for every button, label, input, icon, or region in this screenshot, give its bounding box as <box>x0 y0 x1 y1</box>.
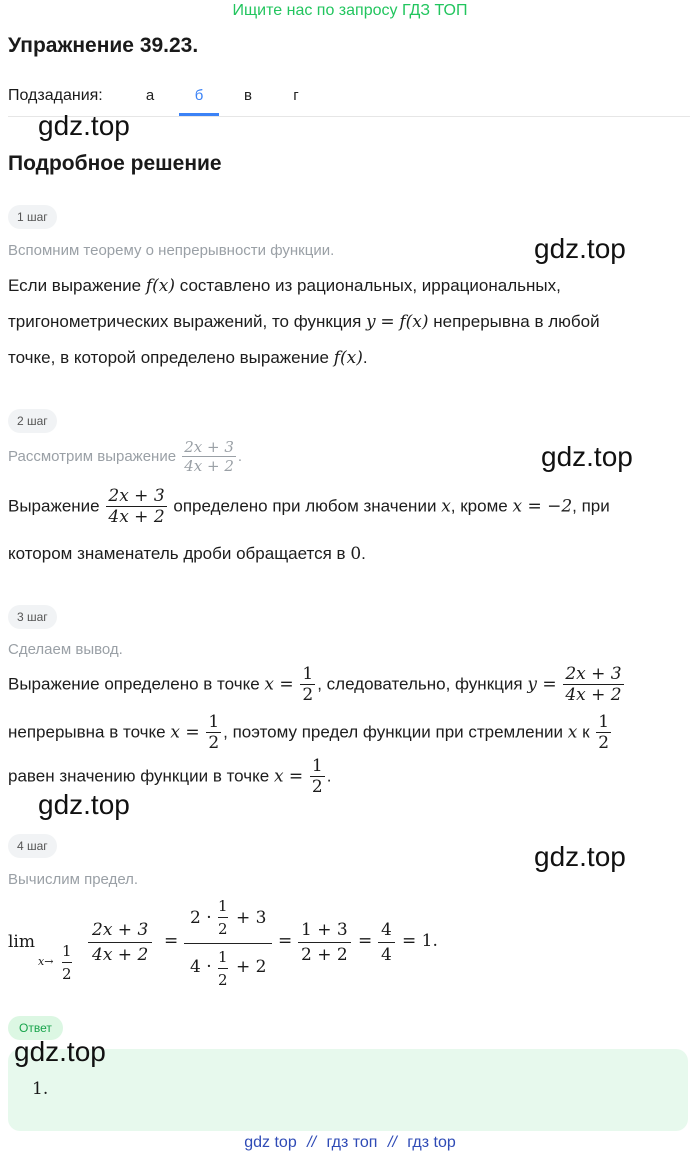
fraction <box>106 486 166 527</box>
tab-b[interactable]: б <box>194 87 204 104</box>
watermark: gdz.top <box>38 789 130 820</box>
math-expr: y = <box>527 674 557 695</box>
step-hint <box>8 438 242 475</box>
answer-value: 1. <box>32 1079 49 1099</box>
step-badge: 2 шаг <box>8 409 57 433</box>
step-hint: Вспомним теорему о непрерывности функции. <box>8 242 335 259</box>
numerator: 1 <box>218 897 228 915</box>
step-badge: 1 шаг <box>8 205 57 229</box>
section-title: Подробное решение <box>8 152 222 175</box>
numerator: 1 <box>302 664 314 684</box>
tab-v[interactable]: в <box>244 87 252 104</box>
numerator: 4 <box>381 920 392 940</box>
watermark: gdz.top <box>534 233 626 264</box>
numerator: 2x + 3 <box>184 438 234 456</box>
text-line <box>8 756 698 797</box>
numerator: 1 <box>62 942 72 960</box>
denominator: 2 + 2 <box>298 942 351 967</box>
text: 4 · <box>190 957 212 977</box>
text-line <box>8 664 698 705</box>
step-badge: 4 шаг <box>8 834 57 858</box>
text: + 3 <box>236 908 267 928</box>
equals: = <box>164 931 179 951</box>
active-tab-indicator <box>179 113 219 116</box>
text-line <box>8 712 698 753</box>
text-line <box>8 340 698 376</box>
text: равен значению функции в точке <box>8 766 270 786</box>
text: , поэтому предел функции при стремлении <box>223 722 563 742</box>
text: . <box>326 766 332 786</box>
denominator: 2 <box>302 685 314 705</box>
text: . <box>362 348 368 367</box>
math-zero: 0 <box>350 544 362 564</box>
fraction <box>300 664 315 705</box>
step-hint: Вычислим предел. <box>8 871 139 888</box>
text: Рассмотрим выражение <box>8 448 177 465</box>
math-fx: f(x) <box>333 348 363 368</box>
text: непрерывна в точке <box>8 722 166 742</box>
step-text <box>8 486 698 527</box>
text-line <box>8 268 698 304</box>
step-hint: Сделаем вывод. <box>8 641 123 658</box>
text: , при <box>572 496 610 516</box>
lim-subscript: x→ <box>38 955 54 968</box>
numerator: 1 <box>598 712 610 732</box>
math-expr: x = <box>264 674 294 695</box>
equals: = <box>278 931 293 951</box>
numerator: 1 + 3 <box>301 920 348 940</box>
denominator: 4x + 2 <box>88 942 152 967</box>
fraction <box>218 895 228 940</box>
math-x: x <box>441 496 451 517</box>
fraction <box>563 664 623 705</box>
text: определено при любом значении <box>173 496 437 516</box>
watermark: gdz.top <box>534 841 626 872</box>
footer-link[interactable]: гдз топ <box>326 1134 378 1151</box>
lim-word: lim <box>8 932 35 952</box>
footer-link[interactable]: гдз top <box>407 1134 456 1151</box>
text: тригонометрических выражений, то функция <box>8 312 362 331</box>
text-line <box>8 304 698 340</box>
text: . <box>237 448 243 465</box>
denominator: 2 <box>62 962 72 985</box>
result: = 1. <box>402 931 438 951</box>
math-eq: = <box>380 312 395 332</box>
denominator: 4 <box>378 942 395 967</box>
step-text <box>8 268 698 376</box>
footer-links <box>0 1134 700 1152</box>
separator: // <box>307 1134 317 1151</box>
numerator: 1 <box>208 712 220 732</box>
fraction <box>182 438 236 475</box>
exercise-title: Упражнение 39.23. <box>8 34 199 57</box>
text: + 2 <box>236 957 267 977</box>
denominator: 2 <box>311 777 323 797</box>
tab-a[interactable]: а <box>145 87 155 104</box>
equals: = <box>358 931 373 951</box>
search-banner[interactable]: Ищите нас по запросу ГДЗ ТОП <box>232 2 468 19</box>
math-fx: f(x) <box>399 312 429 332</box>
math-x: x <box>567 722 578 743</box>
subtasks-label: Подзадания: <box>8 87 103 104</box>
tab-g[interactable]: г <box>293 87 299 104</box>
fraction <box>218 946 228 991</box>
denominator: 4x + 2 <box>108 507 165 527</box>
fraction <box>298 918 351 967</box>
fraction-bar <box>184 943 272 944</box>
math-fx: f(x) <box>145 276 176 296</box>
text-line <box>8 536 366 572</box>
denominator: 2 <box>598 733 610 753</box>
footer-link[interactable]: gdz top <box>244 1134 297 1151</box>
text: Если выражение <box>8 276 142 295</box>
answer-box <box>8 1049 688 1131</box>
text: , кроме <box>450 496 508 516</box>
text: . <box>361 544 366 563</box>
denominator: 2 <box>218 968 228 991</box>
math-expr: x = <box>273 766 304 787</box>
text: точке, в которой определено выражение <box>8 348 329 367</box>
numerator: 1 <box>311 756 323 776</box>
numerator: 2x + 3 <box>92 920 149 940</box>
answer-badge: Ответ <box>8 1016 63 1040</box>
math-y: y <box>366 312 376 332</box>
text: Выражение определено в точке <box>8 674 260 694</box>
fraction <box>184 895 272 995</box>
watermark: gdz.top <box>14 1036 106 1067</box>
fraction <box>378 918 395 967</box>
math-expr: x = <box>170 722 200 743</box>
fraction <box>206 712 221 753</box>
text: непрерывна в любой <box>433 312 600 331</box>
denominator: 2 <box>218 917 228 940</box>
separator: // <box>387 1134 397 1151</box>
text: 2 · <box>190 908 212 928</box>
numerator: 2x + 3 <box>108 486 165 506</box>
denominator: 4x + 2 <box>184 457 234 475</box>
text: котором знаменатель дроби обращается в <box>8 544 346 563</box>
text: составлено из рациональных, иррациональных, <box>179 276 561 295</box>
fraction <box>310 756 325 797</box>
text: к <box>582 722 590 742</box>
numerator: 1 <box>218 948 228 966</box>
math-expr: x = −2 <box>512 496 573 517</box>
denominator: 2 <box>208 733 220 753</box>
numerator: 2x + 3 <box>565 664 622 684</box>
text: , следовательно, функция <box>317 674 523 694</box>
watermark: gdz.top <box>38 110 130 141</box>
fraction <box>62 940 72 985</box>
step-badge: 3 шаг <box>8 605 57 629</box>
watermark: gdz.top <box>541 441 633 472</box>
limit-formula <box>8 895 698 995</box>
denominator: 4x + 2 <box>565 685 622 705</box>
fraction <box>596 712 611 753</box>
text: Выражение <box>8 496 100 516</box>
fraction <box>88 918 152 967</box>
